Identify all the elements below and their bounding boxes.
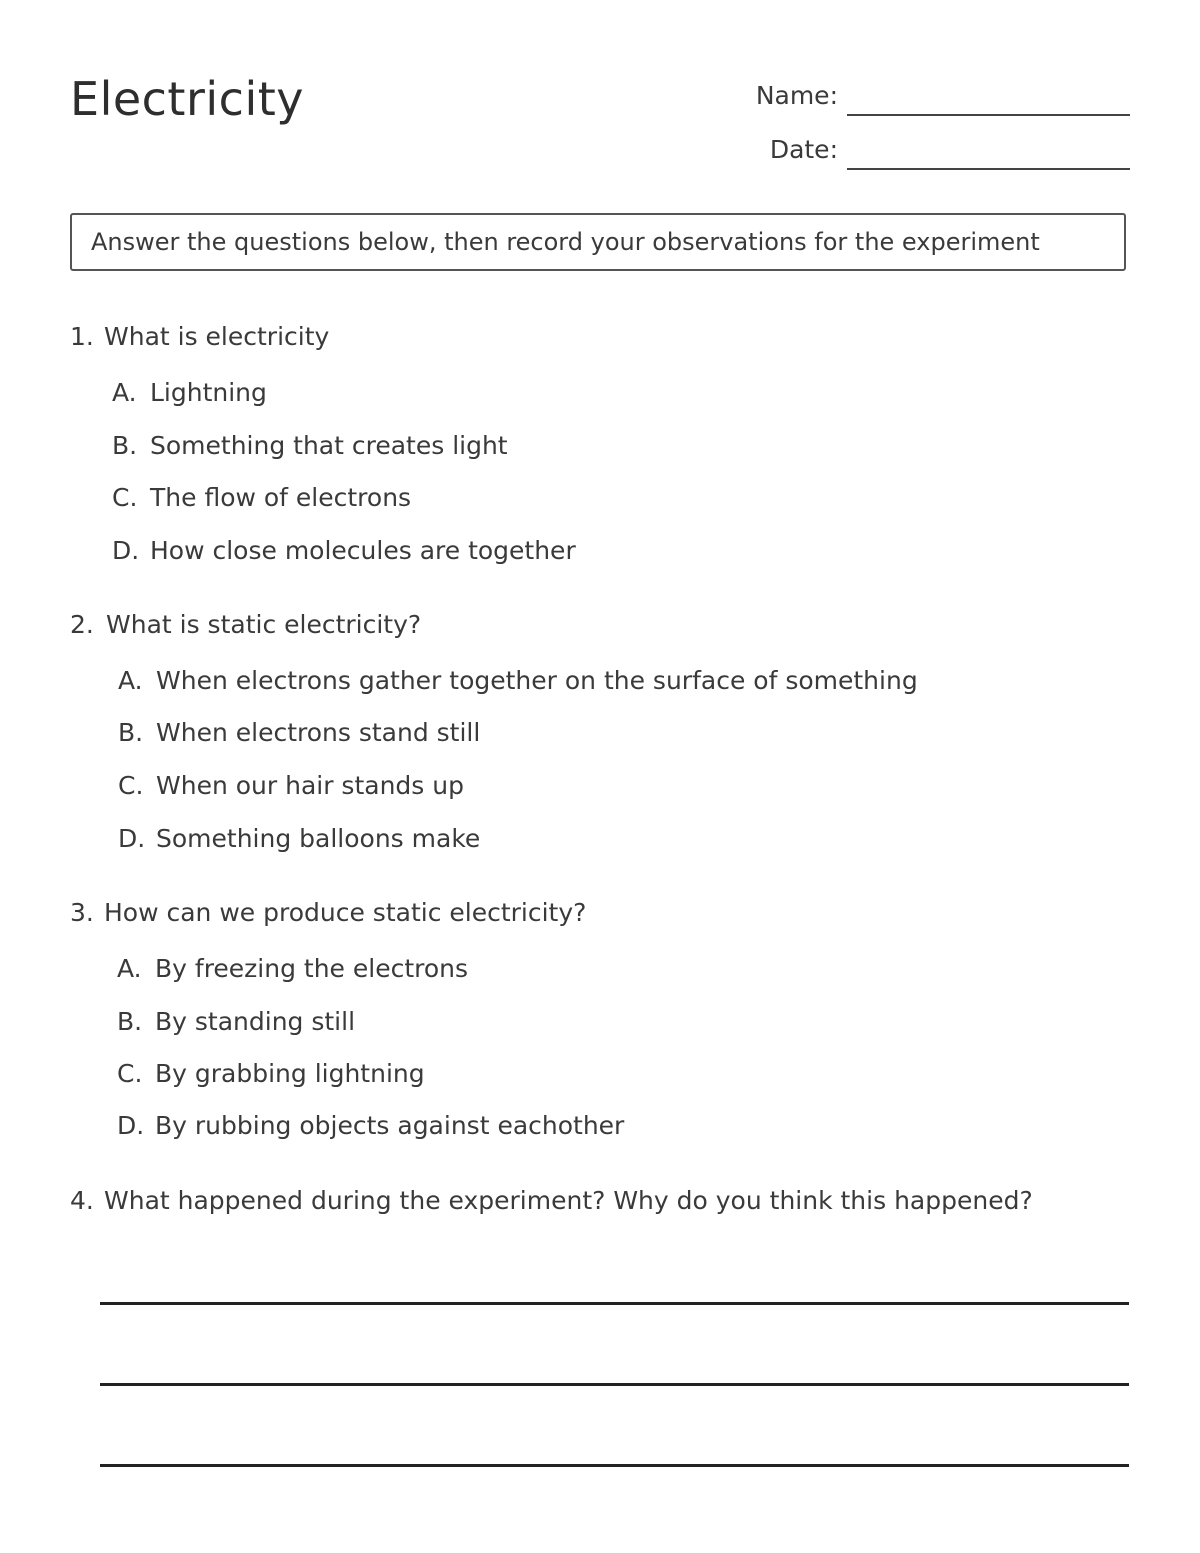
option-text: The flow of electrons <box>150 483 412 512</box>
option-1d[interactable] <box>112 536 576 565</box>
option-text: When electrons stand still <box>156 718 481 747</box>
name-label: Name: <box>755 81 838 110</box>
date-field[interactable] <box>700 130 1130 170</box>
question-text: How can we produce static electricity? <box>104 898 587 927</box>
date-label: Date: <box>769 135 838 164</box>
option-letter: A. <box>117 954 142 983</box>
question-2 <box>70 610 421 639</box>
option-3a[interactable] <box>117 954 468 983</box>
option-letter: B. <box>112 431 138 460</box>
option-1a[interactable] <box>112 378 267 407</box>
question-number: 2. <box>70 610 94 639</box>
question-text: What happened during the experiment? Why do you think this happened? <box>104 1186 1033 1215</box>
option-text: Something that creates light <box>150 431 508 460</box>
option-3b[interactable] <box>117 1007 355 1036</box>
option-text: By grabbing lightning <box>155 1059 425 1088</box>
answer-line[interactable] <box>100 1302 1129 1305</box>
name-blank-line[interactable] <box>847 114 1130 116</box>
option-1b[interactable] <box>112 431 508 460</box>
option-letter: C. <box>112 483 138 512</box>
answer-line[interactable] <box>100 1464 1129 1467</box>
option-text: Something balloons make <box>156 824 481 853</box>
date-blank-line[interactable] <box>847 168 1130 170</box>
option-2d[interactable] <box>118 824 480 853</box>
question-text: What is electricity <box>104 322 330 351</box>
option-letter: D. <box>118 824 146 853</box>
option-text: By rubbing objects against eachother <box>155 1111 625 1140</box>
option-letter: A. <box>112 378 137 407</box>
answer-line[interactable] <box>100 1383 1129 1386</box>
option-2a[interactable] <box>118 666 918 695</box>
question-text: What is static electricity? <box>106 610 422 639</box>
option-letter: B. <box>117 1007 143 1036</box>
instructions-text: Answer the questions below, then record your observations for the experiment <box>91 228 1040 256</box>
option-text: When electrons gather together on the surface of something <box>156 666 918 695</box>
instructions-box <box>70 213 1126 271</box>
name-field[interactable] <box>700 76 1130 116</box>
option-3c[interactable] <box>117 1059 425 1088</box>
option-letter: B. <box>118 718 144 747</box>
question-4 <box>70 1186 1033 1215</box>
option-text: When our hair stands up <box>156 771 464 800</box>
option-letter: C. <box>117 1059 143 1088</box>
question-number: 3. <box>70 898 94 927</box>
option-3d[interactable] <box>117 1111 624 1140</box>
option-letter: D. <box>117 1111 145 1140</box>
option-1c[interactable] <box>112 483 411 512</box>
option-2c[interactable] <box>118 771 464 800</box>
question-3 <box>70 898 586 927</box>
option-letter: C. <box>118 771 144 800</box>
option-text: By standing still <box>155 1007 356 1036</box>
option-letter: D. <box>112 536 140 565</box>
option-2b[interactable] <box>118 718 480 747</box>
question-number: 1. <box>70 322 94 351</box>
question-number: 4. <box>70 1186 94 1215</box>
option-text: How close molecules are together <box>150 536 576 565</box>
option-text: By freezing the electrons <box>155 954 469 983</box>
option-letter: A. <box>118 666 143 695</box>
question-1 <box>70 322 329 351</box>
worksheet-title: Electricity <box>70 72 304 126</box>
option-text: Lightning <box>150 378 267 407</box>
